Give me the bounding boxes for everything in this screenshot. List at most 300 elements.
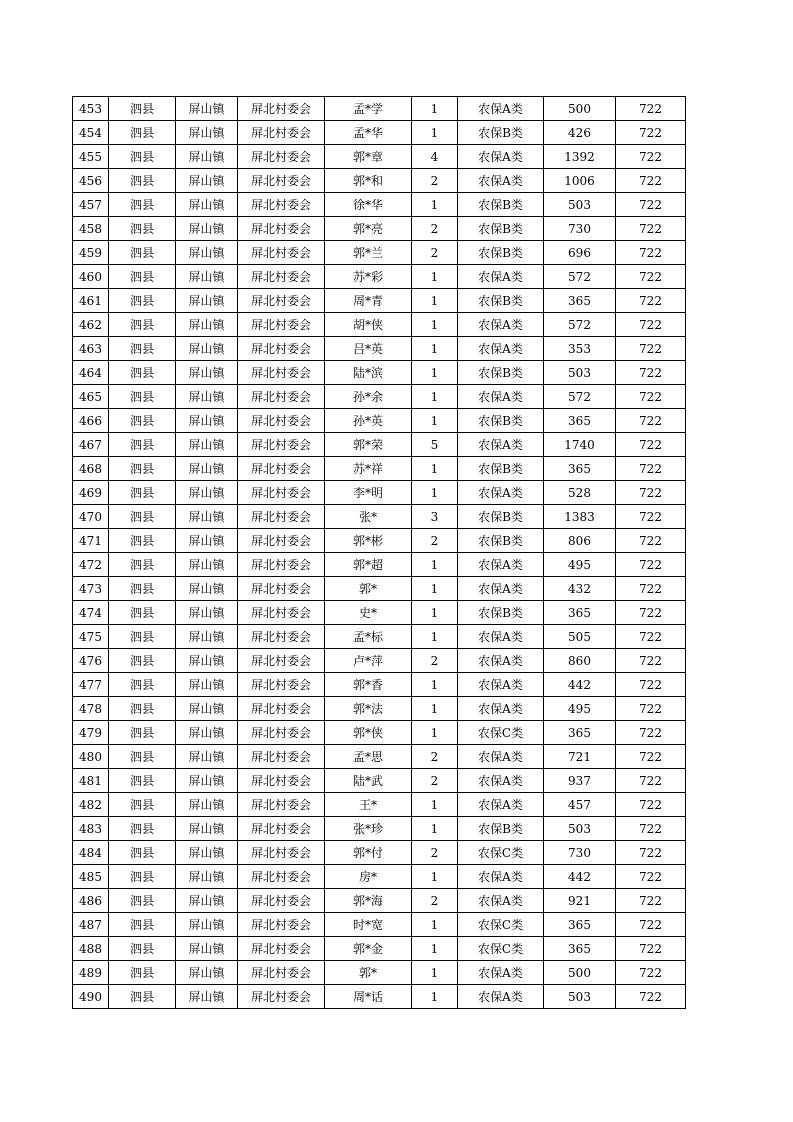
standard-cell: 722	[616, 409, 686, 433]
town-cell: 屏山镇	[176, 697, 238, 721]
category-cell: 农保A类	[458, 889, 544, 913]
household-size-cell: 2	[412, 241, 458, 265]
amount-cell: 442	[544, 673, 616, 697]
village-committee-cell: 屏北村委会	[238, 169, 325, 193]
county-cell: 泗县	[109, 649, 176, 673]
household-size-cell: 2	[412, 529, 458, 553]
table-row	[73, 505, 686, 529]
standard-cell: 722	[616, 841, 686, 865]
household-size-cell: 1	[412, 265, 458, 289]
row-number-cell: 468	[73, 457, 109, 481]
amount-cell: 365	[544, 457, 616, 481]
amount-cell: 500	[544, 97, 616, 121]
row-number-cell: 486	[73, 889, 109, 913]
table-row	[73, 913, 686, 937]
village-committee-cell: 屏北村委会	[238, 265, 325, 289]
name-cell: 郭*兰	[325, 241, 412, 265]
town-cell: 屏山镇	[176, 481, 238, 505]
name-cell: 徐*华	[325, 193, 412, 217]
village-committee-cell: 屏北村委会	[238, 673, 325, 697]
amount-cell: 442	[544, 865, 616, 889]
village-committee-cell: 屏北村委会	[238, 745, 325, 769]
category-cell: 农保B类	[458, 409, 544, 433]
amount-cell: 572	[544, 313, 616, 337]
name-cell: 陆*滨	[325, 361, 412, 385]
village-committee-cell: 屏北村委会	[238, 193, 325, 217]
row-number-cell: 474	[73, 601, 109, 625]
name-cell: 郭*海	[325, 889, 412, 913]
name-cell: 郭*和	[325, 169, 412, 193]
town-cell: 屏山镇	[176, 985, 238, 1009]
amount-cell: 503	[544, 193, 616, 217]
household-size-cell: 2	[412, 841, 458, 865]
table-row	[73, 265, 686, 289]
county-cell: 泗县	[109, 841, 176, 865]
household-size-cell: 2	[412, 169, 458, 193]
household-size-cell: 1	[412, 193, 458, 217]
county-cell: 泗县	[109, 265, 176, 289]
county-cell: 泗县	[109, 97, 176, 121]
county-cell: 泗县	[109, 745, 176, 769]
standard-cell: 722	[616, 625, 686, 649]
county-cell: 泗县	[109, 457, 176, 481]
category-cell: 农保C类	[458, 721, 544, 745]
name-cell: 周*青	[325, 289, 412, 313]
category-cell: 农保A类	[458, 985, 544, 1009]
name-cell: 周*话	[325, 985, 412, 1009]
household-size-cell: 1	[412, 721, 458, 745]
town-cell: 屏山镇	[176, 601, 238, 625]
village-committee-cell: 屏北村委会	[238, 721, 325, 745]
county-cell: 泗县	[109, 985, 176, 1009]
town-cell: 屏山镇	[176, 673, 238, 697]
amount-cell: 921	[544, 889, 616, 913]
table-row	[73, 313, 686, 337]
village-committee-cell: 屏北村委会	[238, 889, 325, 913]
household-size-cell: 1	[412, 97, 458, 121]
town-cell: 屏山镇	[176, 361, 238, 385]
amount-cell: 528	[544, 481, 616, 505]
category-cell: 农保B类	[458, 217, 544, 241]
row-number-cell: 480	[73, 745, 109, 769]
category-cell: 农保A类	[458, 337, 544, 361]
standard-cell: 722	[616, 889, 686, 913]
standard-cell: 722	[616, 241, 686, 265]
standard-cell: 722	[616, 505, 686, 529]
row-number-cell: 463	[73, 337, 109, 361]
amount-cell: 457	[544, 793, 616, 817]
table-row	[73, 865, 686, 889]
name-cell: 孟*标	[325, 625, 412, 649]
name-cell: 孙*英	[325, 409, 412, 433]
town-cell: 屏山镇	[176, 457, 238, 481]
standard-cell: 722	[616, 169, 686, 193]
town-cell: 屏山镇	[176, 121, 238, 145]
row-number-cell: 484	[73, 841, 109, 865]
town-cell: 屏山镇	[176, 721, 238, 745]
row-number-cell: 473	[73, 577, 109, 601]
standard-cell: 722	[616, 97, 686, 121]
amount-cell: 503	[544, 817, 616, 841]
amount-cell: 505	[544, 625, 616, 649]
category-cell: 农保B类	[458, 193, 544, 217]
amount-cell: 1383	[544, 505, 616, 529]
standard-cell: 722	[616, 361, 686, 385]
town-cell: 屏山镇	[176, 577, 238, 601]
household-size-cell: 2	[412, 889, 458, 913]
category-cell: 农保A类	[458, 697, 544, 721]
town-cell: 屏山镇	[176, 385, 238, 409]
amount-cell: 1392	[544, 145, 616, 169]
name-cell: 郭*	[325, 961, 412, 985]
category-cell: 农保A类	[458, 481, 544, 505]
name-cell: 孙*余	[325, 385, 412, 409]
name-cell: 陆*武	[325, 769, 412, 793]
category-cell: 农保B类	[458, 505, 544, 529]
village-committee-cell: 屏北村委会	[238, 601, 325, 625]
village-committee-cell: 屏北村委会	[238, 937, 325, 961]
standard-cell: 722	[616, 457, 686, 481]
amount-cell: 365	[544, 289, 616, 313]
name-cell: 苏*彩	[325, 265, 412, 289]
row-number-cell: 471	[73, 529, 109, 553]
amount-cell: 365	[544, 913, 616, 937]
household-size-cell: 2	[412, 745, 458, 769]
table-row	[73, 337, 686, 361]
town-cell: 屏山镇	[176, 217, 238, 241]
name-cell: 孟*华	[325, 121, 412, 145]
village-committee-cell: 屏北村委会	[238, 649, 325, 673]
village-committee-cell: 屏北村委会	[238, 313, 325, 337]
amount-cell: 495	[544, 553, 616, 577]
standard-cell: 722	[616, 673, 686, 697]
name-cell: 郭*金	[325, 937, 412, 961]
row-number-cell: 454	[73, 121, 109, 145]
name-cell: 史*	[325, 601, 412, 625]
amount-cell: 432	[544, 577, 616, 601]
household-size-cell: 1	[412, 817, 458, 841]
household-size-cell: 1	[412, 601, 458, 625]
county-cell: 泗县	[109, 505, 176, 529]
county-cell: 泗县	[109, 865, 176, 889]
row-number-cell: 456	[73, 169, 109, 193]
row-number-cell: 453	[73, 97, 109, 121]
standard-cell: 722	[616, 817, 686, 841]
town-cell: 屏山镇	[176, 193, 238, 217]
household-size-cell: 5	[412, 433, 458, 457]
town-cell: 屏山镇	[176, 529, 238, 553]
standard-cell: 722	[616, 121, 686, 145]
standard-cell: 722	[616, 577, 686, 601]
category-cell: 农保A类	[458, 313, 544, 337]
row-number-cell: 476	[73, 649, 109, 673]
household-size-cell: 1	[412, 937, 458, 961]
category-cell: 农保B类	[458, 529, 544, 553]
row-number-cell: 455	[73, 145, 109, 169]
amount-cell: 860	[544, 649, 616, 673]
name-cell: 张*	[325, 505, 412, 529]
amount-cell: 503	[544, 361, 616, 385]
table-row	[73, 697, 686, 721]
household-size-cell: 1	[412, 793, 458, 817]
household-size-cell: 1	[412, 961, 458, 985]
category-cell: 农保B类	[458, 601, 544, 625]
village-committee-cell: 屏北村委会	[238, 577, 325, 601]
standard-cell: 722	[616, 385, 686, 409]
household-size-cell: 1	[412, 865, 458, 889]
standard-cell: 722	[616, 769, 686, 793]
county-cell: 泗县	[109, 721, 176, 745]
village-committee-cell: 屏北村委会	[238, 409, 325, 433]
amount-cell: 500	[544, 961, 616, 985]
table-row	[73, 169, 686, 193]
table-row	[73, 553, 686, 577]
standard-cell: 722	[616, 721, 686, 745]
town-cell: 屏山镇	[176, 649, 238, 673]
table-row	[73, 241, 686, 265]
household-size-cell: 1	[412, 625, 458, 649]
household-size-cell: 1	[412, 313, 458, 337]
category-cell: 农保C类	[458, 937, 544, 961]
county-cell: 泗县	[109, 913, 176, 937]
county-cell: 泗县	[109, 577, 176, 601]
row-number-cell: 487	[73, 913, 109, 937]
amount-cell: 1740	[544, 433, 616, 457]
village-committee-cell: 屏北村委会	[238, 385, 325, 409]
row-number-cell: 478	[73, 697, 109, 721]
household-size-cell: 1	[412, 289, 458, 313]
town-cell: 屏山镇	[176, 841, 238, 865]
name-cell: 郭*荣	[325, 433, 412, 457]
name-cell: 郭*付	[325, 841, 412, 865]
row-number-cell: 458	[73, 217, 109, 241]
county-cell: 泗县	[109, 601, 176, 625]
category-cell: 农保A类	[458, 769, 544, 793]
row-number-cell: 475	[73, 625, 109, 649]
household-size-cell: 1	[412, 361, 458, 385]
amount-cell: 806	[544, 529, 616, 553]
category-cell: 农保A类	[458, 961, 544, 985]
village-committee-cell: 屏北村委会	[238, 793, 325, 817]
town-cell: 屏山镇	[176, 913, 238, 937]
household-size-cell: 1	[412, 409, 458, 433]
amount-cell: 426	[544, 121, 616, 145]
county-cell: 泗县	[109, 217, 176, 241]
row-number-cell: 457	[73, 193, 109, 217]
category-cell: 农保A类	[458, 793, 544, 817]
category-cell: 农保A类	[458, 145, 544, 169]
table-row	[73, 385, 686, 409]
name-cell: 郭*香	[325, 673, 412, 697]
table-body	[73, 97, 686, 1009]
county-cell: 泗县	[109, 193, 176, 217]
category-cell: 农保C类	[458, 841, 544, 865]
town-cell: 屏山镇	[176, 241, 238, 265]
row-number-cell: 470	[73, 505, 109, 529]
row-number-cell: 490	[73, 985, 109, 1009]
county-cell: 泗县	[109, 697, 176, 721]
household-size-cell: 2	[412, 649, 458, 673]
amount-cell: 696	[544, 241, 616, 265]
village-committee-cell: 屏北村委会	[238, 505, 325, 529]
table-row	[73, 841, 686, 865]
name-cell: 苏*祥	[325, 457, 412, 481]
household-size-cell: 1	[412, 985, 458, 1009]
household-size-cell: 2	[412, 769, 458, 793]
county-cell: 泗县	[109, 961, 176, 985]
table-row	[73, 97, 686, 121]
county-cell: 泗县	[109, 937, 176, 961]
standard-cell: 722	[616, 913, 686, 937]
town-cell: 屏山镇	[176, 553, 238, 577]
village-committee-cell: 屏北村委会	[238, 217, 325, 241]
town-cell: 屏山镇	[176, 937, 238, 961]
town-cell: 屏山镇	[176, 289, 238, 313]
village-committee-cell: 屏北村委会	[238, 337, 325, 361]
village-committee-cell: 屏北村委会	[238, 457, 325, 481]
table-row	[73, 625, 686, 649]
standard-cell: 722	[616, 865, 686, 889]
table-row	[73, 601, 686, 625]
category-cell: 农保A类	[458, 865, 544, 889]
standard-cell: 722	[616, 937, 686, 961]
household-size-cell: 1	[412, 337, 458, 361]
town-cell: 屏山镇	[176, 817, 238, 841]
category-cell: 农保A类	[458, 553, 544, 577]
town-cell: 屏山镇	[176, 769, 238, 793]
town-cell: 屏山镇	[176, 505, 238, 529]
name-cell: 郭*亮	[325, 217, 412, 241]
town-cell: 屏山镇	[176, 169, 238, 193]
household-size-cell: 1	[412, 673, 458, 697]
table-row	[73, 769, 686, 793]
household-size-cell: 1	[412, 553, 458, 577]
household-size-cell: 1	[412, 577, 458, 601]
table-row	[73, 577, 686, 601]
household-size-cell: 4	[412, 145, 458, 169]
standard-cell: 722	[616, 649, 686, 673]
household-size-cell: 1	[412, 697, 458, 721]
county-cell: 泗县	[109, 121, 176, 145]
county-cell: 泗县	[109, 313, 176, 337]
amount-cell: 937	[544, 769, 616, 793]
village-committee-cell: 屏北村委会	[238, 913, 325, 937]
row-number-cell: 462	[73, 313, 109, 337]
row-number-cell: 464	[73, 361, 109, 385]
name-cell: 郭*章	[325, 145, 412, 169]
amount-cell: 572	[544, 265, 616, 289]
household-size-cell: 1	[412, 913, 458, 937]
amount-cell: 365	[544, 721, 616, 745]
name-cell: 郭*侠	[325, 721, 412, 745]
household-size-cell: 3	[412, 505, 458, 529]
table-row	[73, 529, 686, 553]
row-number-cell: 488	[73, 937, 109, 961]
amount-cell: 365	[544, 601, 616, 625]
county-cell: 泗县	[109, 625, 176, 649]
category-cell: 农保B类	[458, 457, 544, 481]
town-cell: 屏山镇	[176, 889, 238, 913]
name-cell: 郭*超	[325, 553, 412, 577]
table-row	[73, 673, 686, 697]
row-number-cell: 469	[73, 481, 109, 505]
category-cell: 农保B类	[458, 121, 544, 145]
row-number-cell: 477	[73, 673, 109, 697]
county-cell: 泗县	[109, 337, 176, 361]
row-number-cell: 479	[73, 721, 109, 745]
row-number-cell: 460	[73, 265, 109, 289]
town-cell: 屏山镇	[176, 625, 238, 649]
amount-cell: 365	[544, 937, 616, 961]
row-number-cell: 483	[73, 817, 109, 841]
standard-cell: 722	[616, 961, 686, 985]
village-committee-cell: 屏北村委会	[238, 625, 325, 649]
village-committee-cell: 屏北村委会	[238, 697, 325, 721]
table-row	[73, 457, 686, 481]
county-cell: 泗县	[109, 241, 176, 265]
category-cell: 农保C类	[458, 913, 544, 937]
table-row	[73, 433, 686, 457]
village-committee-cell: 屏北村委会	[238, 817, 325, 841]
county-cell: 泗县	[109, 481, 176, 505]
town-cell: 屏山镇	[176, 337, 238, 361]
name-cell: 李*明	[325, 481, 412, 505]
village-committee-cell: 屏北村委会	[238, 841, 325, 865]
name-cell: 吕*英	[325, 337, 412, 361]
name-cell: 王*	[325, 793, 412, 817]
table-row	[73, 817, 686, 841]
household-size-cell: 1	[412, 481, 458, 505]
standard-cell: 722	[616, 145, 686, 169]
category-cell: 农保A类	[458, 673, 544, 697]
amount-cell: 503	[544, 985, 616, 1009]
county-cell: 泗县	[109, 673, 176, 697]
standard-cell: 722	[616, 529, 686, 553]
name-cell: 郭*法	[325, 697, 412, 721]
standard-cell: 722	[616, 793, 686, 817]
village-committee-cell: 屏北村委会	[238, 121, 325, 145]
amount-cell: 730	[544, 841, 616, 865]
table-row	[73, 217, 686, 241]
table-row	[73, 361, 686, 385]
table-row	[73, 289, 686, 313]
table-row	[73, 793, 686, 817]
amount-cell: 365	[544, 409, 616, 433]
table-row	[73, 889, 686, 913]
county-cell: 泗县	[109, 145, 176, 169]
county-cell: 泗县	[109, 889, 176, 913]
table-row	[73, 961, 686, 985]
standard-cell: 722	[616, 601, 686, 625]
county-cell: 泗县	[109, 361, 176, 385]
category-cell: 农保B类	[458, 289, 544, 313]
county-cell: 泗县	[109, 409, 176, 433]
name-cell: 胡*侠	[325, 313, 412, 337]
amount-cell: 721	[544, 745, 616, 769]
village-committee-cell: 屏北村委会	[238, 241, 325, 265]
county-cell: 泗县	[109, 385, 176, 409]
table-row	[73, 481, 686, 505]
standard-cell: 722	[616, 337, 686, 361]
name-cell: 孟*学	[325, 97, 412, 121]
village-committee-cell: 屏北村委会	[238, 961, 325, 985]
category-cell: 农保A类	[458, 169, 544, 193]
table-row	[73, 121, 686, 145]
category-cell: 农保B类	[458, 817, 544, 841]
town-cell: 屏山镇	[176, 865, 238, 889]
town-cell: 屏山镇	[176, 409, 238, 433]
village-committee-cell: 屏北村委会	[238, 865, 325, 889]
